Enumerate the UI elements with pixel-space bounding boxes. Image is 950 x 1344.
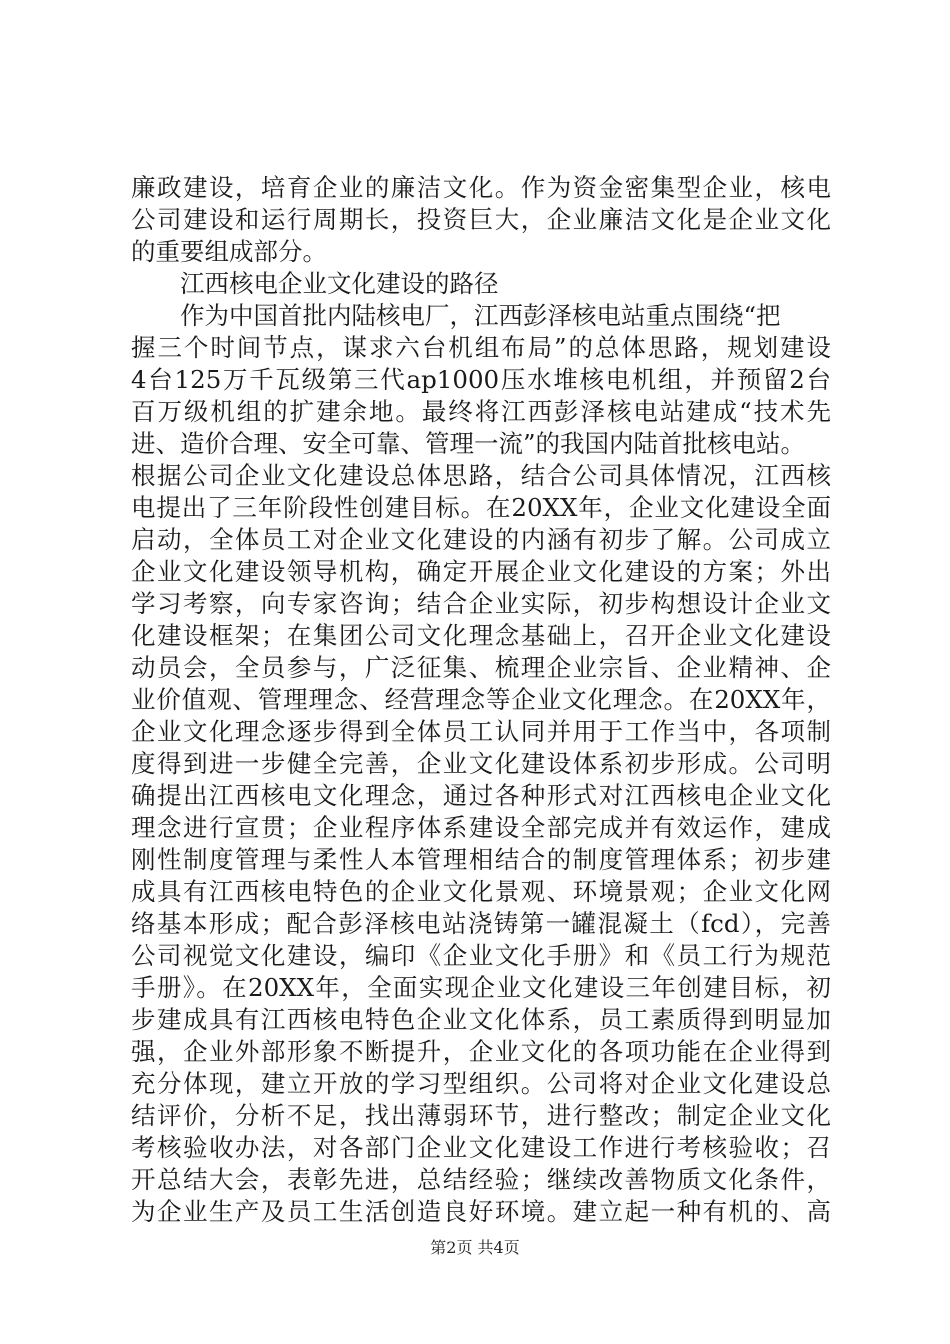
text-line: 手册》。在20XX年，全面实现企业文化建设三年创建目标，初 <box>131 973 831 1002</box>
body-text <box>131 172 831 1228</box>
text-line: 启动，全体员工对企业文化建设的内涵有初步了解。公司成立 <box>131 525 831 554</box>
text-line: 度得到进一步健全完善，企业文化建设体系初步形成。公司明 <box>131 749 831 778</box>
text-line: 强，企业外部形象不断提升，企业文化的各项功能在企业得到 <box>131 1037 831 1066</box>
text-line: 为企业生产及员工生活创造良好环境。建立起一种有机的、高 <box>131 1197 831 1226</box>
text-line: 开总结大会，表彰先进，总结经验；继续改善物质文化条件， <box>131 1165 831 1194</box>
page-number-footer: 第2页 共4页 <box>430 1238 520 1257</box>
text-line: 结评价，分析不足，找出薄弱环节，进行整改；制定企业文化 <box>131 1101 831 1130</box>
text-line: 的重要组成部分。 <box>131 237 327 266</box>
text-line: 学习考察，向专家咨询；结合企业实际，初步构想设计企业文 <box>131 589 831 618</box>
text-line: 4台125万千瓦级第三代ap1000压水堆核电机组，并预留2台 <box>131 365 831 394</box>
text-line: 根据公司企业文化建设总体思路，结合公司具体情况，江西核 <box>131 461 831 490</box>
text-line: 企业文化理念逐步得到全体员工认同并用于工作当中，各项制 <box>131 717 831 746</box>
text-line: 握三个时间节点，谋求六台机组布局”的总体思路，规划建设 <box>131 333 831 362</box>
text-line: 充分体现，建立开放的学习型组织。公司将对企业文化建设总 <box>131 1069 831 1098</box>
text-line: 公司视觉文化建设，编印《企业文化手册》和《员工行为规范 <box>131 941 831 970</box>
text-line: 步建成具有江西核电特色企业文化体系，员工素质得到明显加 <box>131 1005 831 1034</box>
text-line: 企业文化建设领导机构，确定开展企业文化建设的方案；外出 <box>131 557 831 586</box>
text-line: 确提出江西核电文化理念，通过各种形式对江西核电企业文化 <box>131 781 831 810</box>
text-line: 考核验收办法，对各部门企业文化建设工作进行考核验收；召 <box>131 1133 831 1162</box>
text-line: 理念进行宣贯；企业程序体系建设全部完成并有效运作，建成 <box>131 813 831 842</box>
text-line: 作为中国首批内陆核电厂，江西彭泽核电站重点围绕“把 <box>180 301 781 330</box>
text-line: 业价值观、管理理念、经营理念等企业文化理念。在20XX年， <box>131 685 831 714</box>
text-line: 化建设框架；在集团公司文化理念基础上，召开企业文化建设 <box>131 621 831 650</box>
text-line: 公司建设和运行周期长，投资巨大，企业廉洁文化是企业文化 <box>131 205 831 234</box>
text-line: 络基本形成；配合彭泽核电站浇铸第一罐混凝土（fcd），完善 <box>131 909 831 938</box>
text-line: 成具有江西核电特色的企业文化景观、环境景观；企业文化网 <box>131 877 831 906</box>
text-line: 刚性制度管理与柔性人本管理相结合的制度管理体系；初步建 <box>131 845 831 874</box>
text-line: 进、造价合理、安全可靠、管理一流”的我国内陆首批核电站。 <box>131 429 806 458</box>
text-line: 廉政建设，培育企业的廉洁文化。作为资金密集型企业，核电 <box>131 173 831 202</box>
section-heading: 江西核电企业文化建设的路径 <box>180 269 499 298</box>
text-line: 百万级机组的扩建余地。最终将江西彭泽核电站建成“技术先 <box>131 397 831 426</box>
text-line: 动员会，全员参与，广泛征集、梳理企业宗旨、企业精神、企 <box>131 653 831 682</box>
text-line: 电提出了三年阶段性创建目标。在20XX年，企业文化建设全面 <box>131 493 831 522</box>
